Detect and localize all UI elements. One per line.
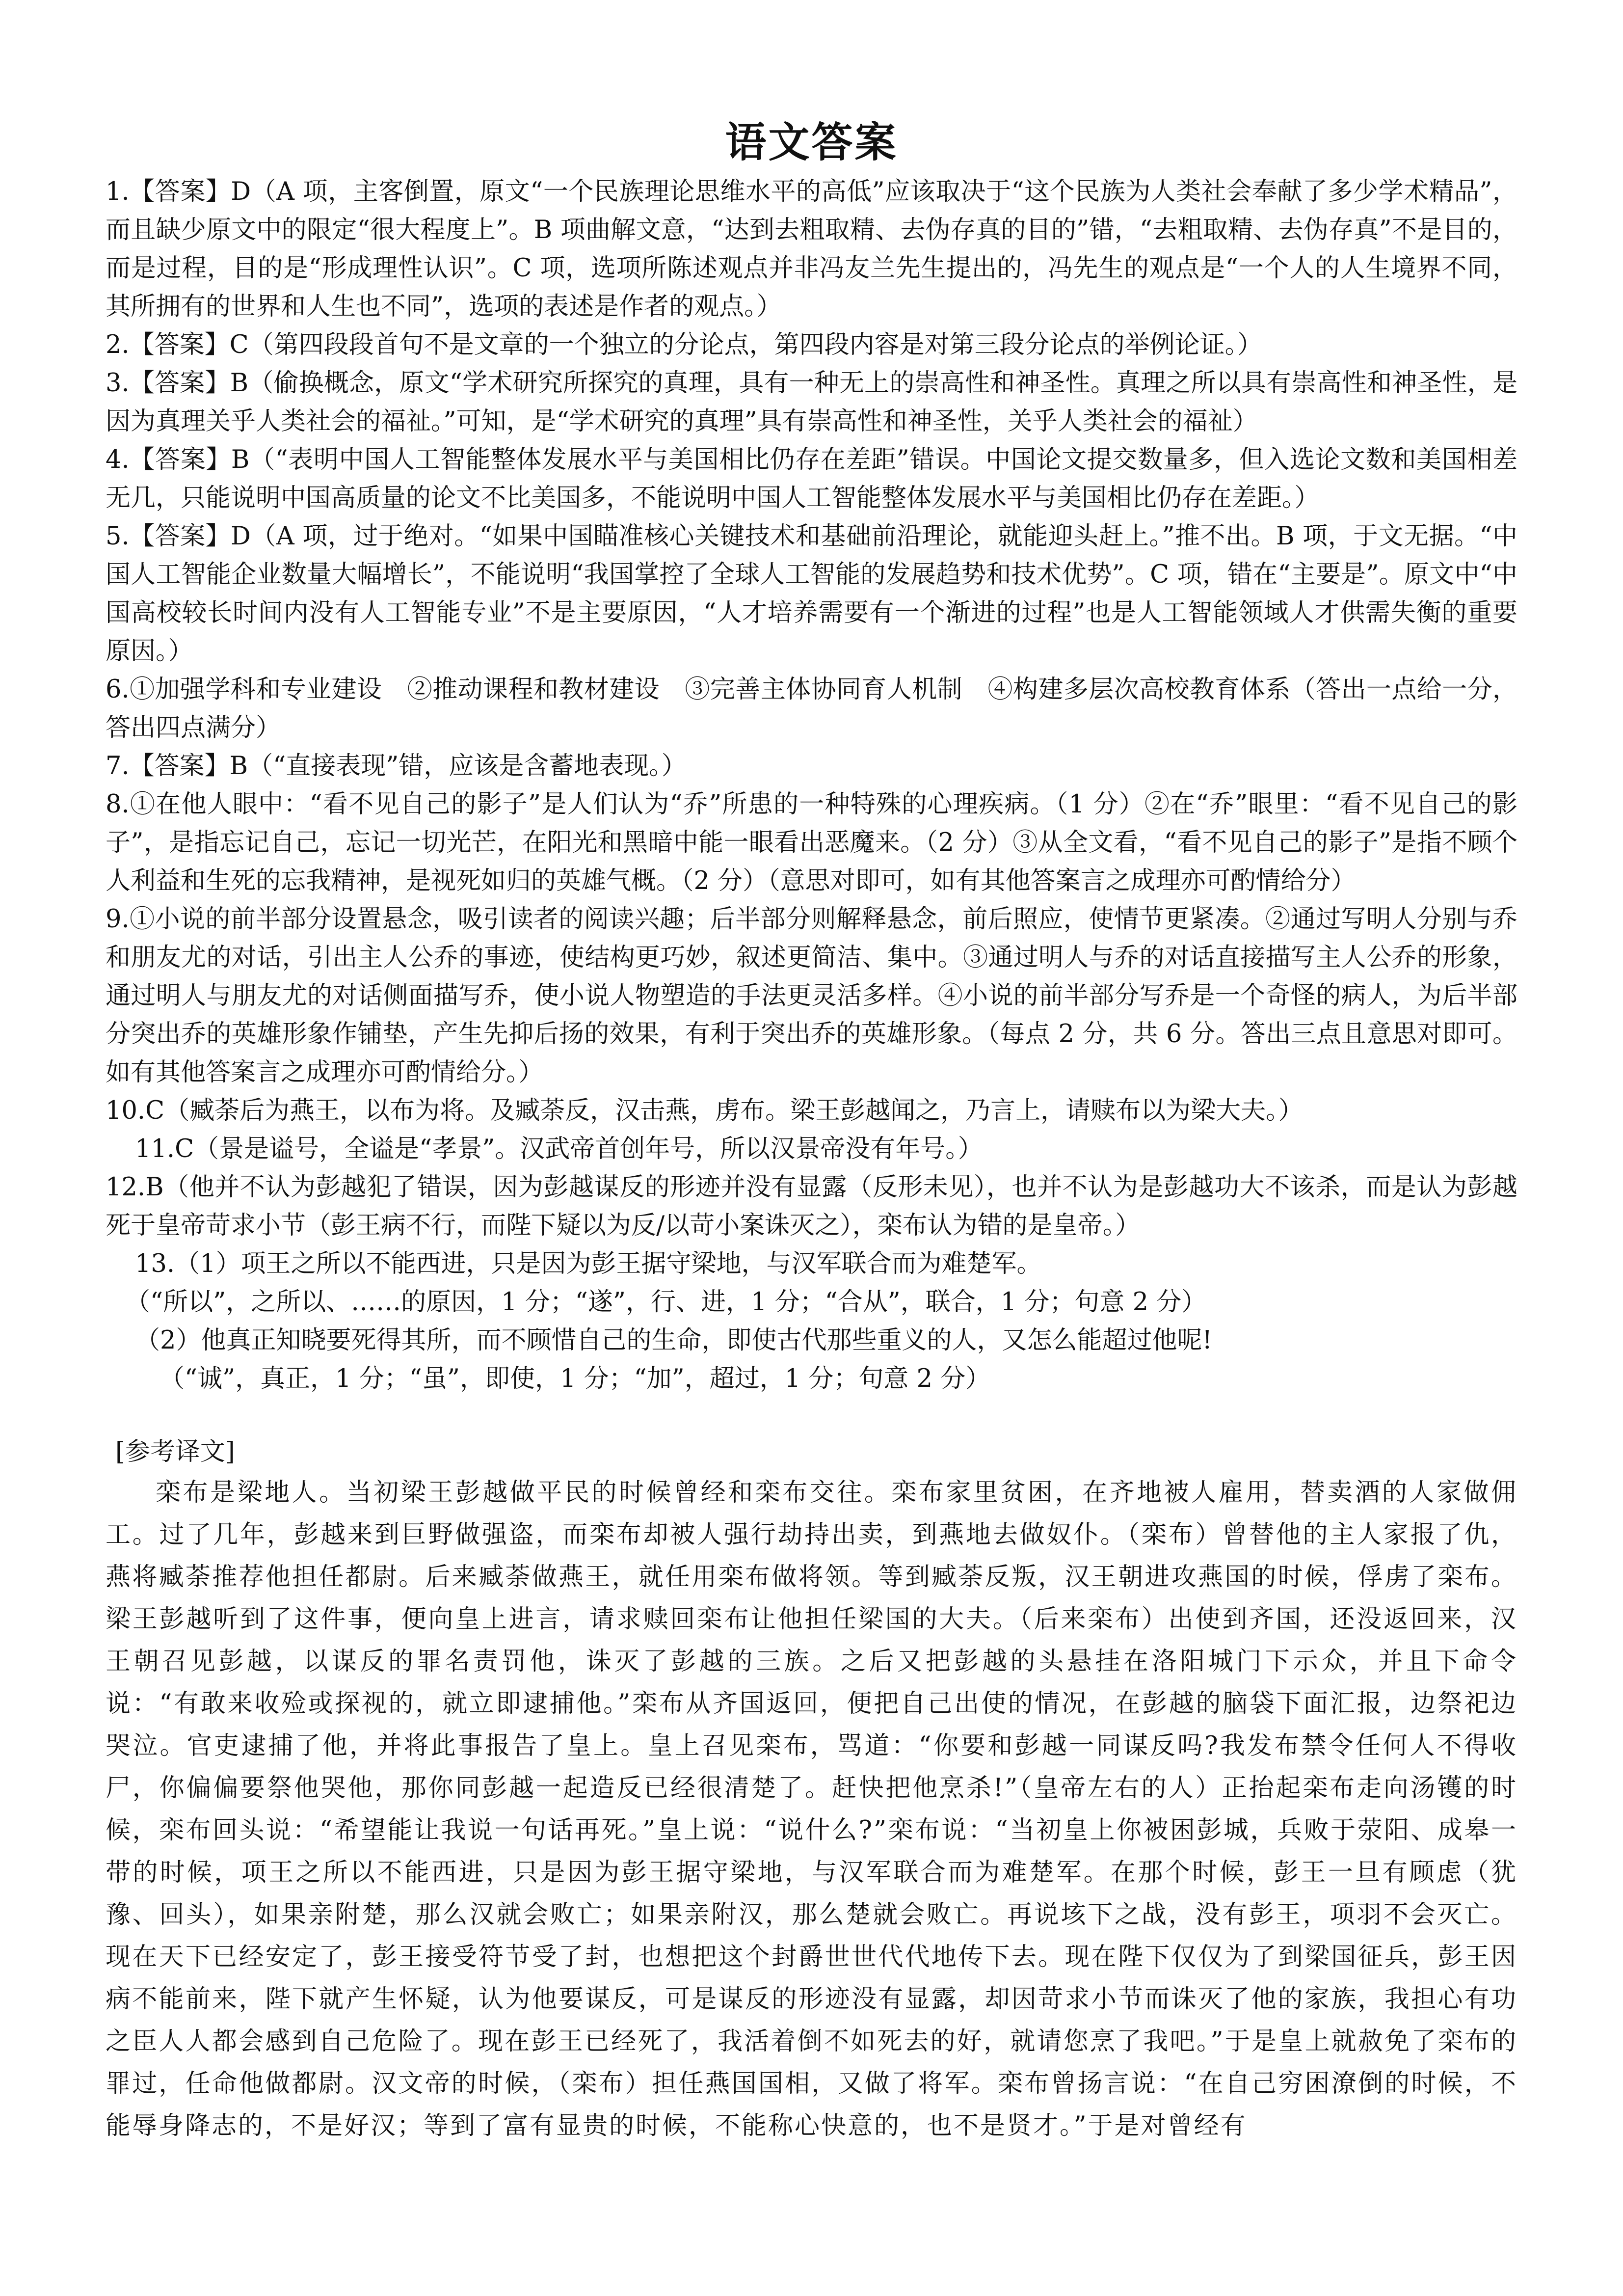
answer-8: 8.①在他人眼中：“看不见自己的影子”是人们认为“乔”所患的一种特殊的心理疾病。（1 分）②在“乔”眼里：“看不见自己的影子”，是指忘记自己，忘记一切光芒，在阳光和黑暗中能一眼看出恶魔来。（2 分）③从全文看，“看不见自己的影子”是指不顾个人利益和生死的忘我精神，是视死如归的英雄气概。（2 分）（意思对即可，如有其他答案言之成理亦可酌情给分） (106, 790, 1517, 895)
answer-6: 6.①加强学科和专业建设 ②推动课程和教材建设 ③完善主体协同育人机制 ④构建多层次高校教育体系（答出一点给一分，答出四点满分） (106, 675, 1517, 742)
reference-translation-label: [参考译文] (115, 1437, 235, 1466)
answer-11: 11.C（景是谥号，全谥是“孝景”。汉武帝首创年号，所以汉景帝没有年号。） (135, 1134, 983, 1163)
answer-5: 5.【答案】D（A 项，过于绝对。“如果中国瞄准核心关键技术和基础前沿理论，就能迎头赶上。”推不出。B 项，于文无据。“中国人工智能企业数量大幅增长”，不能说明“我国掌控了全球人工智能的发展趋势和技术优势”。C 项，错在“主要是”。原文中“中国高校较长时间内没有人工智能专业”不是主要原因，“人才培养需要有一个渐进的过程”也是人工智能领域人才供需失衡的重要原因。） (106, 522, 1517, 666)
answer-13-part-2: （2）他真正知晓要死得其所，而不顾惜自己的生命，即使古代那些重义的人，又怎么能超过他呢! (135, 1326, 1212, 1355)
answer-4: 4.【答案】B（“表明中国人工智能整体发展水平与美国相比仍存在差距”错误。中国论文提交数量多，但入选论文数和美国相差无几，只能说明中国高质量的论文不比美国多，不能说明中国人工智能整体发展水平与美国相比仍存在差距。） (106, 445, 1517, 513)
answer-13-part-1-scoring: （“所以”，之所以、……的原因，1 分；“遂”，行、进，1 分；“合从”，联合，1 分；句意 2 分） (125, 1288, 1207, 1317)
answer-13-part-2-scoring: （“诚”，真正，1 分；“虽”，即使，1 分；“加”，超过，1 分；句意 2 分） (160, 1364, 991, 1393)
answer-1: 1.【答案】D（A 项，主客倒置，原文“一个民族理论思维水平的高低”应该取决于“这个民族为人类社会奉献了多少学术精品”，而且缺少原文中的限定“很大程度上”。B 项曲解文意，“达到去粗取精、去伪存真的目的”错，“去粗取精、去伪存真”不是目的，而是过程，目的是“形成理性认识”。C 项，选项所陈述观点并非冯友兰先生提出的，冯先生的观点是“一个人的人生境界不同，其所拥有的世界和人生也不同”，选项的表述是作者的观点。） (106, 177, 1517, 321)
answer-list (106, 173, 1517, 1398)
answer-2: 2.【答案】C（第四段段首句不是文章的一个独立的分论点，第四段内容是对第三段分论点的举例论证。） (106, 330, 1263, 359)
reference-translation-text: 栾布是梁地人。当初梁王彭越做平民的时候曾经和栾布交往。栾布家里贫困，在齐地被人雇用，替卖酒的人家做佣工。过了几年，彭越来到巨野做强盗，而栾布却被人强行劫持出卖，到燕地去做奴仆。（栾布）曾替他的主人家报了仇，燕将臧荼推荐他担任都尉。后来臧荼做燕王，就任用栾布做将领。等到臧荼反叛，汉王朝进攻燕国的时候，俘虏了栾布。梁王彭越听到了这件事，便向皇上进言，请求赎回栾布让他担任梁国的大夫。（后来栾布）出使到齐国，还没返回来，汉王朝召见彭越，以谋反的罪名责罚他，诛灭了彭越的三族。之后又把彭越的头悬挂在洛阳城门下示众，并且下命令说：“有敢来收殓或探视的，就立即逮捕他。”栾布从齐国返回，便把自己出使的情况，在彭越的脑袋下面汇报，边祭祀边哭泣。官吏逮捕了他，并将此事报告了皇上。皇上召见栾布，骂道：“你要和彭越一同谋反吗?我发布禁令任何人不得收尸，你偏偏要祭他哭他，那你同彭越一起造反已经很清楚了。赶快把他烹杀!”（皇帝左右的人）正抬起栾布走向汤镬的时候，栾布回头说：“希望能让我说一句话再死。”皇上说：“说什么?”栾布说：“当初皇上你被困彭城，兵败于荥阳、成皋一带的时候，项王之所以不能西进，只是因为彭王据守梁地，与汉军联合而为难楚军。在那个时候，彭王一旦有顾虑（犹豫、回头），如果亲附楚，那么汉就会败亡；如果亲附汉，那么楚就会败亡。再说垓下之战，没有彭王，项羽不会灭亡。现在天下已经安定了，彭王接受符节受了封，也想把这个封爵世世代代地传下去。现在陛下仅仅为了到梁国征兵，彭王因病不能前来，陛下就产生怀疑，认为他要谋反，可是谋反的形迹没有显露，却因苛求小节而诛灭了他的家族，我担心有功之臣人人都会感到自己危险了。现在彭王已经死了，我活着倒不如死去的好，就请您烹了我吧。”于是皇上就赦免了栾布的罪过，任命他做都尉。汉文帝的时候，（栾布）担任燕国国相，又做了将军。栾布曾扬言说：“在自己穷困潦倒的时候，不能辱身降志的，不是好汉；等到了富有显贵的时候，不能称心快意的，也不是贤才。”于是对曾经有 (106, 1478, 1517, 2140)
answer-9: 9.①小说的前半部分设置悬念，吸引读者的阅读兴趣；后半部分则解释悬念，前后照应，使情节更紧凑。②通过写明人分别与乔和朋友尤的对话，引出主人公乔的事迹，使结构更巧妙，叙述更简洁、集中。③通过明人与乔的对话直接描写主人公乔的形象，通过明人与朋友尤的对话侧面描写乔，使小说人物塑造的手法更灵活多样。④小说的前半部分写乔是一个奇怪的病人，为后半部分突出乔的英雄形象作铺垫，产生先抑后扬的效果，有利于突出乔的英雄形象。（每点 2 分，共 6 分。答出三点且意思对即可。如有其他答案言之成理亦可酌情给分。） (106, 905, 1517, 1087)
reference-translation (106, 1472, 1517, 2147)
page-title: 语文答案 (725, 118, 898, 166)
answer-7: 7.【答案】B（“直接表现”错，应该是含蓄地表现。） (106, 752, 687, 781)
answer-3: 3.【答案】B（偷换概念，原文“学术研究所探究的真理，具有一种无上的崇高性和神圣性。真理之所以具有崇高性和神圣性，是因为真理关乎人类社会的福祉。”可知，是“学术研究的真理”具有崇高性和神圣性，关乎人类社会的福祉） (106, 369, 1517, 436)
answer-13-part-1: 13.（1）项王之所以不能西进，只是因为彭王据守梁地，与汉军联合而为难楚军。 (135, 1249, 1042, 1278)
answer-10: 10.C（臧荼后为燕王，以布为将。及臧荼反，汉击燕，虏布。梁王彭越闻之，乃言上，请赎布以为梁大夫。） (106, 1096, 1304, 1125)
answer-12: 12.B（他并不认为彭越犯了错误，因为彭越谋反的形迹并没有显露（反形未见），也并不认为是彭越功大不该杀，而是认为彭越死于皇帝苛求小节（彭王病不行，而陛下疑以为反/以苛小案诛灭之），栾布认为错的是皇帝。） (106, 1173, 1517, 1240)
